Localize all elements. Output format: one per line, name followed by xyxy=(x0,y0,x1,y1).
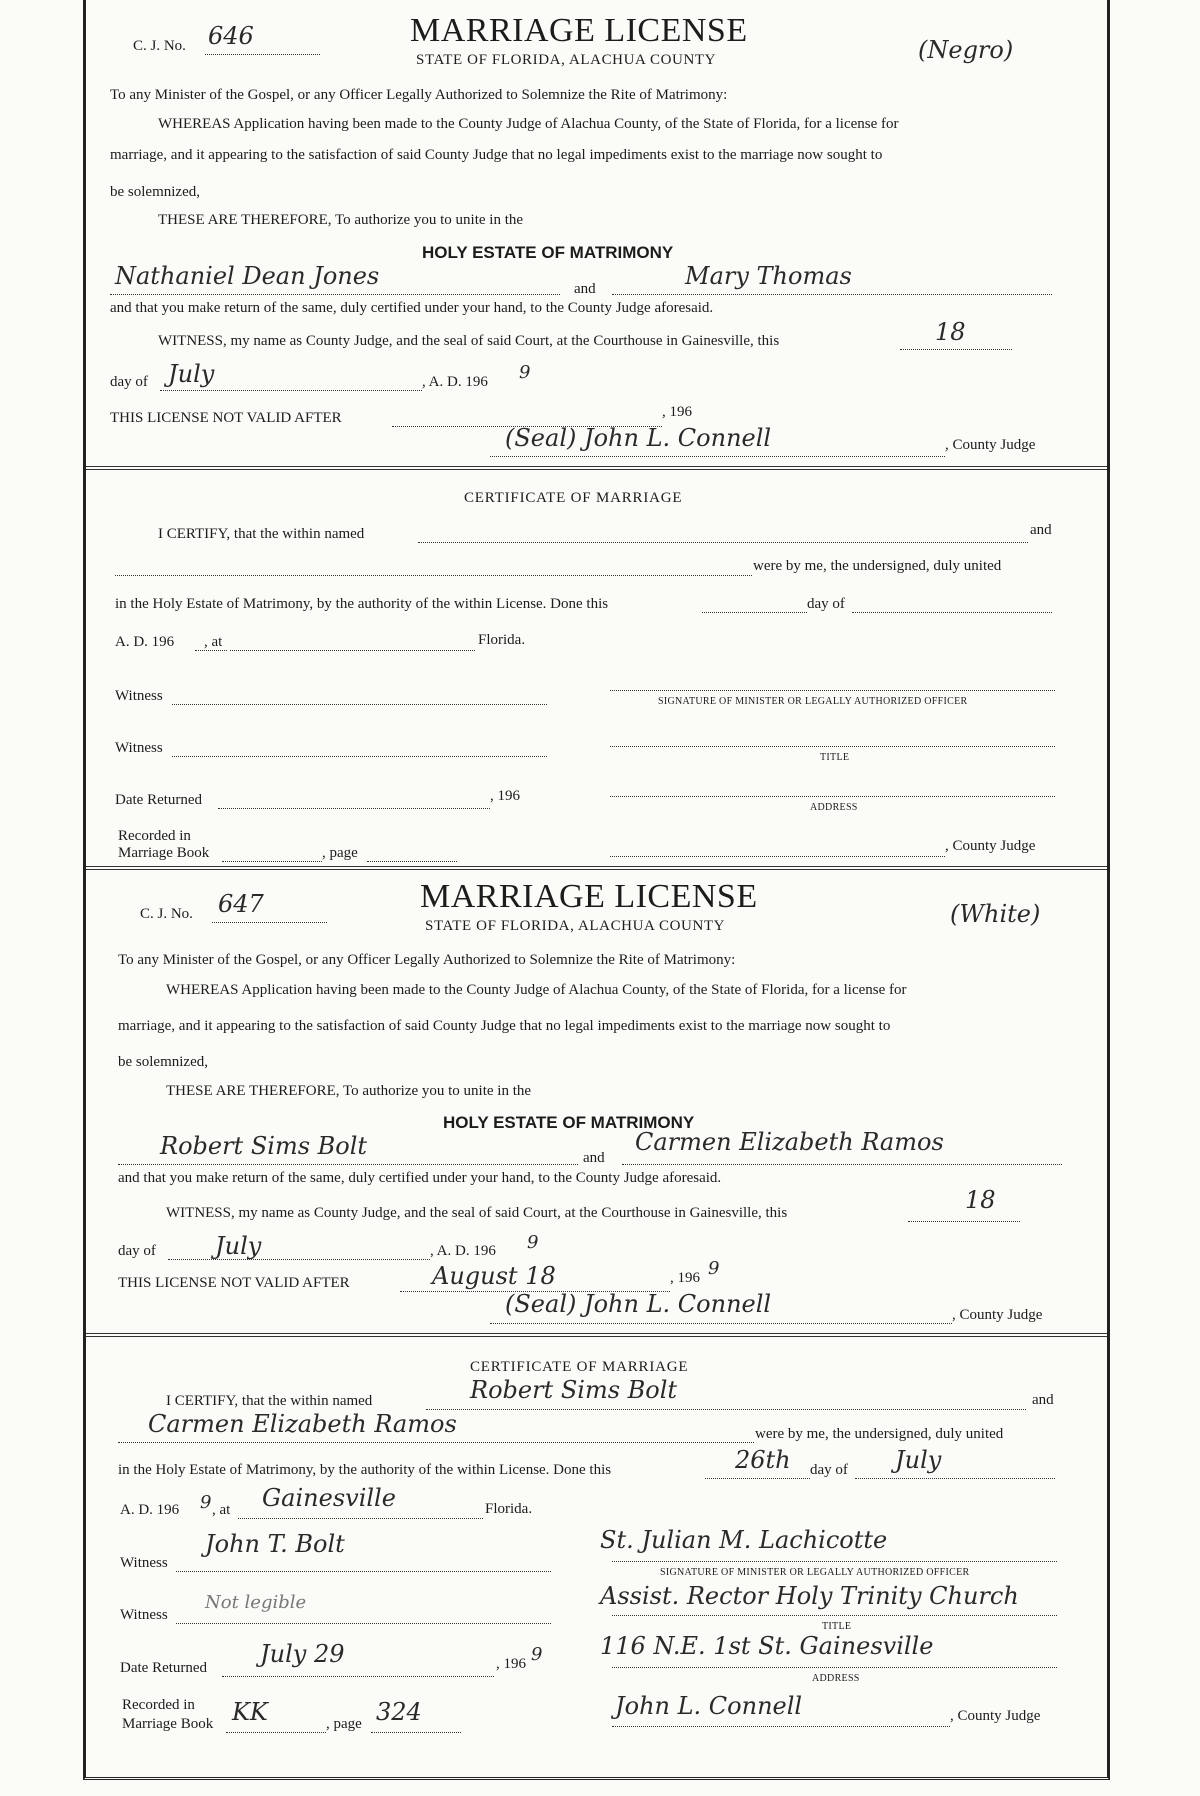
minister-address: 116 N.E. 1st St. Gainesville xyxy=(600,1632,934,1660)
cj-number-label: C. J. No. xyxy=(133,38,186,54)
place-value: Gainesville xyxy=(262,1484,396,1512)
county-judge-label: , County Judge xyxy=(952,1307,1043,1323)
cert-and-label: and xyxy=(1032,1392,1054,1408)
title-caption: TITLE xyxy=(822,1621,852,1632)
minister-signature: St. Julian M. Lachicotte xyxy=(600,1526,888,1554)
title-caption: TITLE xyxy=(820,752,850,763)
i-certify-label: I CERTIFY, that the within named xyxy=(166,1393,373,1409)
witness-2-line xyxy=(176,1623,551,1624)
therefore-line: THESE ARE THEREFORE, To authorize you to unite in the xyxy=(158,212,524,228)
cert-day-of-label: day of xyxy=(807,596,845,612)
witness-2-label: Witness xyxy=(115,740,163,756)
race-annotation: (White) xyxy=(950,900,1041,928)
cert-name-2-line xyxy=(115,575,752,576)
signature-caption: SIGNATURE OF MINISTER OR LEGALLY AUTHORIZED OFFICER xyxy=(660,1567,970,1578)
witness-1-label: Witness xyxy=(115,688,163,704)
page-label: , page xyxy=(326,1716,362,1732)
and-label: and xyxy=(574,281,596,297)
page-line xyxy=(371,1732,461,1733)
groom-line xyxy=(110,294,560,295)
race-annotation: (Negro) xyxy=(918,36,1014,64)
bride-line xyxy=(622,1164,1062,1165)
ad-label: A. D. 196 xyxy=(115,634,175,650)
ad-label: A. D. 196 xyxy=(120,1502,180,1518)
section-divider xyxy=(86,466,1107,470)
license-subtitle: STATE OF FLORIDA, ALACHUA COUNTY xyxy=(425,918,726,934)
judge-signature-line xyxy=(490,1323,952,1324)
not-valid-year-label: , 196 xyxy=(662,404,692,420)
recording-judge-line xyxy=(610,856,945,857)
whereas-line-3: be solemnized, xyxy=(118,1054,208,1070)
witness-1-signature: John T. Bolt xyxy=(205,1530,345,1558)
groom-line xyxy=(118,1164,578,1165)
witness-2-signature: Not legible xyxy=(205,1592,307,1613)
done-month: July xyxy=(895,1446,942,1474)
cert-name-1-line xyxy=(426,1409,1026,1410)
place-line xyxy=(238,1518,483,1519)
date-returned-year-label: , 196 xyxy=(496,1656,526,1672)
cj-number-value: 647 xyxy=(218,890,264,918)
i-certify-label: I CERTIFY, that the within named xyxy=(158,526,365,542)
groom-name: Robert Sims Bolt xyxy=(160,1132,368,1160)
witness-day-line xyxy=(900,349,1012,350)
date-returned-label: Date Returned xyxy=(120,1660,208,1676)
address-line: To any Minister of the Gospel, or any Officer Legally Authorized to Solemnize the Rite of Matrimony: xyxy=(118,952,736,968)
minister-title: Assist. Rector Holy Trinity Church xyxy=(600,1582,1019,1610)
date-returned-value: July 29 xyxy=(260,1640,345,1668)
and-label: and xyxy=(583,1150,605,1166)
ad-year-digit: 9 xyxy=(200,1492,212,1513)
page-label: , page xyxy=(322,845,358,861)
recorded-in-label: Recorded in xyxy=(122,1697,195,1713)
cj-number-value: 646 xyxy=(208,22,254,50)
license-subtitle: STATE OF FLORIDA, ALACHUA COUNTY xyxy=(416,52,717,68)
returned-year-digit: 9 xyxy=(531,1644,543,1665)
license-title: MARRIAGE LICENSE xyxy=(420,878,758,915)
place-line xyxy=(230,650,475,651)
address-caption: ADDRESS xyxy=(812,1673,860,1684)
year-digit: 9 xyxy=(519,362,531,383)
florida-label: Florida. xyxy=(485,1501,533,1517)
certificate-title: CERTIFICATE OF MARRIAGE xyxy=(470,1359,689,1375)
witness-line: WITNESS, my name as County Judge, and the seal of said Court, at the Courthouse in Gainesville, this xyxy=(166,1205,788,1221)
witness-1-line xyxy=(172,704,547,705)
cj-number-line xyxy=(212,922,327,923)
ad-year-label: , A. D. 196 xyxy=(422,374,488,390)
marriage-book-label: Marriage Book xyxy=(118,845,210,861)
cert-and-label: and xyxy=(1030,522,1052,538)
recording-judge-line xyxy=(612,1726,950,1727)
cert-name-1-line xyxy=(418,542,1028,543)
date-returned-line xyxy=(222,1676,494,1677)
done-day: 26th xyxy=(735,1446,791,1474)
month-line xyxy=(160,390,422,391)
were-united-label: were by me, the undersigned, duly united xyxy=(753,558,1002,574)
done-day-line xyxy=(702,612,807,613)
cert-name-2-line xyxy=(118,1442,754,1443)
done-day-line xyxy=(705,1478,810,1479)
witness-day: 18 xyxy=(935,318,966,346)
cert-name-2: Carmen Elizabeth Ramos xyxy=(148,1410,457,1438)
license-title: MARRIAGE LICENSE xyxy=(410,12,748,49)
month-value: July xyxy=(215,1232,262,1260)
in-holy-estate-line: in the Holy Estate of Matrimony, by the authority of the within License. Done this xyxy=(115,596,609,612)
page-value: 324 xyxy=(376,1698,422,1726)
cj-number-label: C. J. No. xyxy=(140,906,193,922)
cert-day-of-label: day of xyxy=(810,1462,848,1478)
certificate-title: CERTIFICATE OF MARRIAGE xyxy=(464,490,683,506)
whereas-line-1: WHEREAS Application having been made to the County Judge of Alachua County, of the State of Florida, for a license for xyxy=(158,116,899,132)
book-line xyxy=(226,1732,326,1733)
done-month-line xyxy=(855,1478,1055,1479)
florida-label: Florida. xyxy=(478,632,526,648)
date-returned-line xyxy=(218,808,490,809)
minister-signature-line xyxy=(610,690,1055,691)
whereas-line-2: marriage, and it appearing to the satisfaction of said County Judge that no legal impediments exist to the marriage now sought to xyxy=(110,147,883,163)
return-line: and that you make return of the same, duly certified under your hand, to the County Judge aforesaid. xyxy=(118,1170,722,1186)
whereas-line-1: WHEREAS Application having been made to the County Judge of Alachua County, of the State of Florida, for a license for xyxy=(166,982,907,998)
at-label: , at xyxy=(212,1502,231,1518)
in-holy-estate-line: in the Holy Estate of Matrimony, by the authority of the within License. Done this xyxy=(118,1462,612,1478)
not-valid-label: THIS LICENSE NOT VALID AFTER xyxy=(118,1275,350,1291)
holy-estate-heading: HOLY ESTATE OF MATRIMONY xyxy=(422,243,674,262)
witness-2-line xyxy=(172,756,547,757)
whereas-line-2: marriage, and it appearing to the satisfaction of said County Judge that no legal impediments exist to the marriage now sought to xyxy=(118,1018,891,1034)
county-judge-label: , County Judge xyxy=(945,437,1036,453)
bride-name: Carmen Elizabeth Ramos xyxy=(635,1128,944,1156)
therefore-line: THESE ARE THEREFORE, To authorize you to unite in the xyxy=(166,1083,532,1099)
not-valid-date: August 18 xyxy=(432,1262,556,1290)
witness-line: WITNESS, my name as County Judge, and the seal of said Court, at the Courthouse in Gainesville, this xyxy=(158,333,780,349)
not-valid-year-label: , 196 xyxy=(670,1270,700,1286)
witness-2-label: Witness xyxy=(120,1607,168,1623)
day-of-label: day of xyxy=(118,1243,156,1259)
recorded-in-label: Recorded in xyxy=(118,828,191,844)
section-divider xyxy=(86,1333,1107,1337)
address-caption: ADDRESS xyxy=(810,802,858,813)
judge-signature-line xyxy=(490,456,945,457)
title-line xyxy=(610,746,1055,747)
recording-judge-signature: John L. Connell xyxy=(615,1692,803,1720)
date-returned-label: Date Returned xyxy=(115,792,203,808)
address-line-field xyxy=(612,1667,1057,1668)
witness-day: 18 xyxy=(965,1186,996,1214)
year-digit: 9 xyxy=(527,1232,539,1253)
recording-county-judge-label: , County Judge xyxy=(950,1708,1041,1724)
license-divider xyxy=(86,866,1107,870)
address-line-field xyxy=(610,796,1055,797)
minister-signature-line xyxy=(612,1561,1057,1562)
page-line xyxy=(367,861,457,862)
month-line xyxy=(168,1259,430,1260)
cert-name-1: Robert Sims Bolt xyxy=(470,1376,678,1404)
return-line: and that you make return of the same, duly certified under your hand, to the County Judge aforesaid. xyxy=(110,300,714,316)
holy-estate-heading: HOLY ESTATE OF MATRIMONY xyxy=(443,1113,695,1132)
day-of-label: day of xyxy=(110,374,148,390)
book-line xyxy=(222,861,322,862)
bride-name: Mary Thomas xyxy=(685,262,852,290)
recording-county-judge-label: , County Judge xyxy=(945,838,1036,854)
not-valid-label: THIS LICENSE NOT VALID AFTER xyxy=(110,410,342,426)
judge-signature: (Seal) John L. Connell xyxy=(505,1290,772,1318)
title-line xyxy=(612,1615,1057,1616)
witness-day-line xyxy=(908,1221,1020,1222)
witness-1-line xyxy=(176,1571,551,1572)
date-returned-year-label: , 196 xyxy=(490,788,520,804)
ad-year-label: , A. D. 196 xyxy=(430,1243,496,1259)
groom-name: Nathaniel Dean Jones xyxy=(115,262,380,290)
month-value: July xyxy=(168,360,215,388)
witness-1-label: Witness xyxy=(120,1555,168,1571)
judge-signature: (Seal) John L. Connell xyxy=(505,424,772,452)
bride-line xyxy=(612,294,1052,295)
address-line: To any Minister of the Gospel, or any Officer Legally Authorized to Solemnize the Rite of Matrimony: xyxy=(110,87,728,103)
at-label: , at xyxy=(204,634,223,650)
whereas-line-3: be solemnized, xyxy=(110,184,200,200)
marriage-book-label: Marriage Book xyxy=(122,1716,214,1732)
done-month-line xyxy=(852,612,1052,613)
book-value: KK xyxy=(232,1698,268,1726)
cj-number-line xyxy=(205,54,320,55)
were-united-label: were by me, the undersigned, duly united xyxy=(755,1426,1004,1442)
not-valid-year-digit: 9 xyxy=(708,1258,720,1279)
signature-caption: SIGNATURE OF MINISTER OR LEGALLY AUTHORIZED OFFICER xyxy=(658,696,968,707)
